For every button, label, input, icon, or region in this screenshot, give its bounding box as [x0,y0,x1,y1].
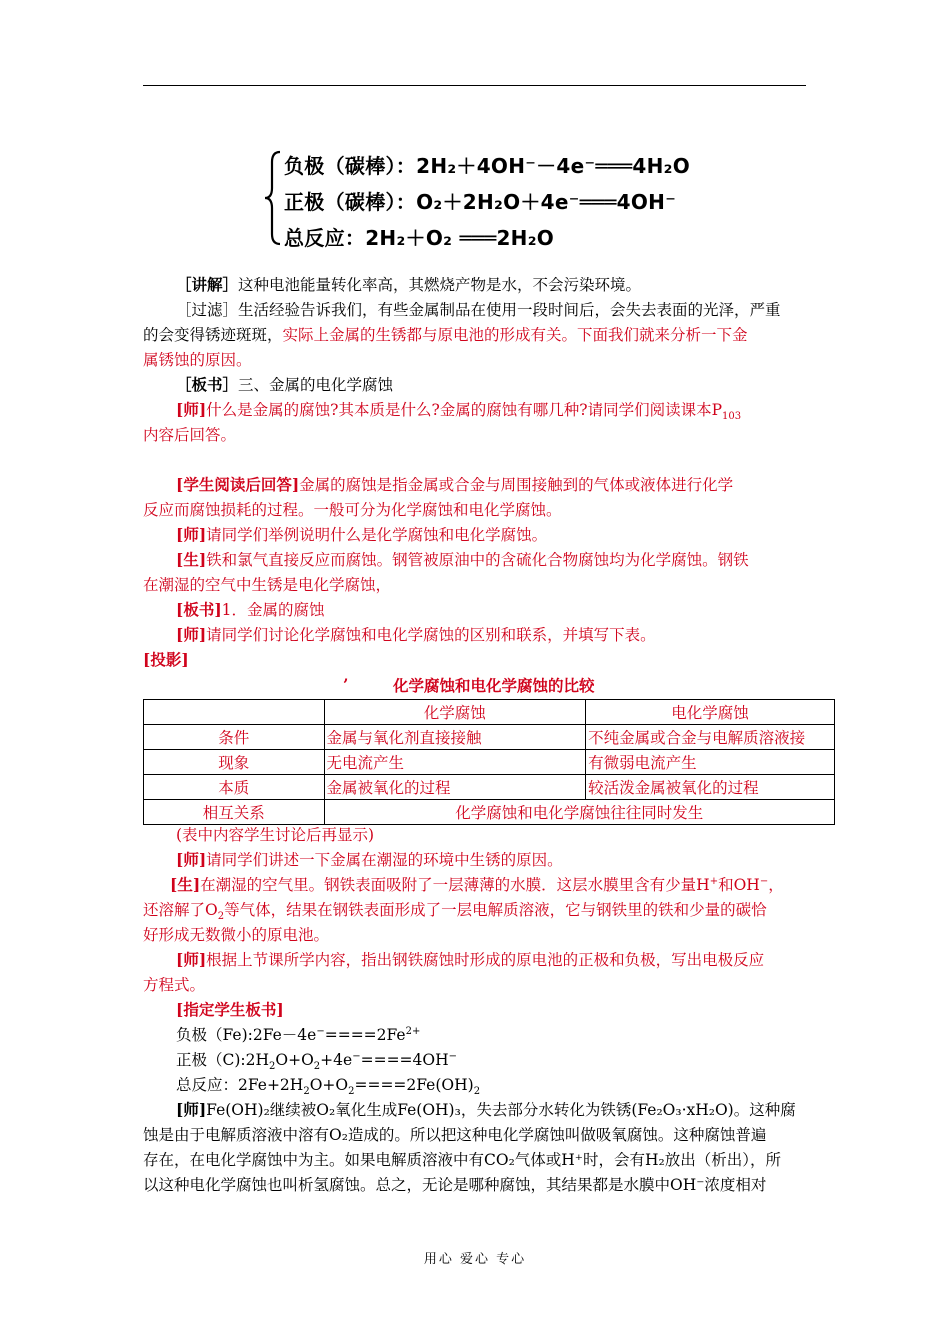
teacher-electrode-line2: 方程式。 [143,976,206,994]
page-footer: 用心 爱心 专心 [423,1252,527,1267]
table-row [144,800,835,825]
header-rule [143,85,806,86]
table-header-cell: 电化学腐蚀 [586,700,835,725]
projection-tag: [投影] [143,650,189,669]
table-cell: 金属被氧化的过程 [324,775,586,800]
student-rust-line3: 好形成无数微小的原电池。 [143,926,330,944]
paragraph-explanation: ［讲解］这种电池能量转化率高，其燃烧产物是水，不会污染环境。 [176,275,642,294]
table-cell: 有微弱电流产生 [586,750,835,775]
assigned-board-tag: [指定学生板书] [176,1000,284,1019]
row-label: 相互关系 [144,800,325,825]
teacher-summary-line3: 存在，在电化学腐蚀中为主。如果电解质溶液中有CO₂气体或H⁺时，会有H₂放出（析出），所 [143,1151,781,1169]
negative-electrode-fe: 负极$(Fe):2Fe-4e^-====2Fe^{2+}$ [176,1025,421,1044]
fuel-cell-equations [262,148,722,248]
comparison-table [143,699,835,825]
table-title: 化学腐蚀和电化学腐蚀的比较 [393,676,595,695]
teacher-prompt-examples: [师]请同学们举例说明什么是化学腐蚀和电化学腐蚀。 [176,525,548,544]
teacher-question-line2: 内容后回答。 [143,426,237,444]
table-row [144,750,835,775]
curly-brace-icon [262,148,284,248]
total-reaction-fe: 总反应：$2Fe+2H_2O+O_2====2Fe(OH)_2$ [176,1076,481,1098]
board-heading-1: [板书]1．金属的腐蚀 [176,600,325,619]
row-label: 现象 [144,750,325,775]
teacher-summary-line4: 以这种电化学腐蚀也叫析氢腐蚀。总之，无论是哪种腐蚀，其结果都是水膜中OH⁻浓度相对 [143,1176,767,1194]
table-cell: 无电流产生 [324,750,586,775]
table-row [144,725,835,750]
table-cell: 较活泼金属被氧化的过程 [586,775,835,800]
table-header-row [144,700,835,725]
table-mark: ’ [343,675,349,694]
teacher-summary-line1: [师]Fe(OH)₂继续被O₂氧化生成Fe(OH)₃，失去部分水转化为铁锈(Fe₂O₃·xH₂O)。这种腐 [176,1100,796,1119]
table-note: (表中内容学生讨论后再显示) [176,826,375,844]
paragraph-transition-line3: 属锈蚀的原因。 [143,351,252,369]
student-rust-line2: 还溶解了$O_2$等气体，结果在钢铁表面形成了一层电解质溶液，它与钢铁里的铁和少量的碳恰 [143,901,767,923]
positive-electrode-equation: 正极（碳棒）：O₂＋2H₂O＋4e⁻═══4OH⁻ [284,190,677,214]
student-examples-line2: 在潮湿的空气中生锈是电化学腐蚀， [143,576,392,594]
paragraph-transition-line1: ［过滤］生活经验告诉我们，有些金属制品在使用一段时间后，会失去表面的光泽，严重 [176,301,781,319]
row-label: 本质 [144,775,325,800]
table-header-cell [144,700,325,725]
negative-electrode-equation: 负极（碳棒）：2H₂＋4OH⁻－4e⁻═══4H₂O [284,154,691,178]
teacher-prompt-rust: [师]请同学们讲述一下金属在潮湿的环境中生锈的原因。 [176,850,563,869]
total-reaction-equation: 总反应：2H₂＋O₂ ═══2H₂O [284,226,555,250]
table-cell: 金属与氧化剂直接接触 [324,725,586,750]
row-label: 条件 [144,725,325,750]
teacher-prompt-table: [师]请同学们讨论化学腐蚀和电化学腐蚀的区别和联系，并填写下表。 [176,625,656,644]
positive-electrode-c: 正极$(C):2H_2O+O_2+4e^-====4OH^-$ [176,1050,458,1073]
table-cell: 化学腐蚀和电化学腐蚀往往同时发生 [324,800,834,825]
table-row [144,775,835,800]
board-heading-section3: ［板书］三、金属的电化学腐蚀 [176,375,394,394]
teacher-question-line1: [师]什么是金属的腐蚀?其本质是什么?金属的腐蚀有哪几种?请同学们阅读课本$P_{103}$ [176,400,742,423]
table-header-cell: 化学腐蚀 [324,700,586,725]
paragraph-transition-line2: 的会变得锈迹斑斑，实际上金属的生锈都与原电池的形成有关。下面我们就来分析一下金 [143,326,748,344]
student-examples-line1: [生]铁和氯气直接反应而腐蚀。钢管被原油中的含硫化合物腐蚀均为化学腐蚀。钢铁 [176,550,749,569]
teacher-electrode-line1: [师]根据上节课所学内容，指出钢铁腐蚀时形成的原电池的正极和负极，写出电极反应 [176,950,765,969]
student-answer-line2: 反应而腐蚀损耗的过程。一般可分为化学腐蚀和电化学腐蚀。 [143,501,562,519]
student-rust-line1: [生]在潮湿的空气里。钢铁表面吸附了一层薄薄的水膜．这层水膜里含有少量H+和OH−， [170,875,784,894]
student-answer-line1: [学生阅读后回答]金属的腐蚀是指金属或合金与周围接触到的气体或液体进行化学 [176,475,734,494]
teacher-summary-line2: 蚀是由于电解质溶液中溶有O₂造成的。所以把这种电化学腐蚀叫做吸氧腐蚀。这种腐蚀普遍 [143,1126,767,1144]
table-cell: 不纯金属或合金与电解质溶液接 [586,725,835,750]
